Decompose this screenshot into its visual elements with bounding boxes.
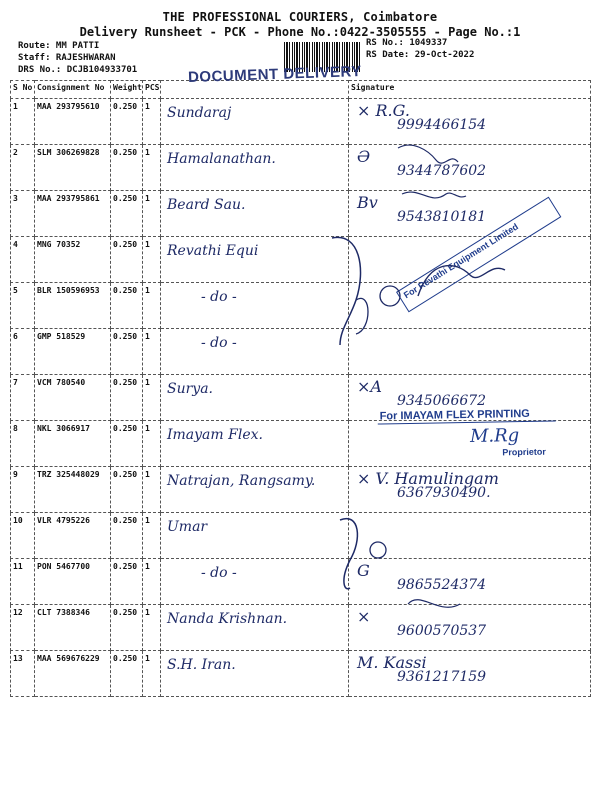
signature-mark: ×A [357,377,382,396]
row-signature [349,283,591,329]
row-receiver [161,99,349,145]
signature-phone: 9600570537 [397,623,487,639]
row-sno: 8 [11,421,35,467]
row-receiver [161,329,349,375]
row-signature [349,329,591,375]
row-weight: 0.250 [111,99,143,145]
receiver-handwriting: Hamalanathan. [167,151,276,167]
row-sno: 1 [11,99,35,145]
row-weight: 0.250 [111,559,143,605]
row-pcs: 1 [143,421,161,467]
row-sno: 12 [11,605,35,651]
row-pcs: 1 [143,559,161,605]
signature-phone: 9994466154 [397,117,487,133]
row-consignment: CLT 7388346 [35,605,111,651]
row-signature [349,467,591,513]
row-receiver [161,191,349,237]
table-row [11,329,591,375]
row-receiver [161,605,349,651]
imayam-stamp-role: Proprietor [502,446,546,458]
document-delivery-stamp: DOCUMENT DELIVERY [187,62,363,87]
col-consignment: Consignment No [35,81,111,99]
rs-date: RS Date: 29-Oct-2022 [366,50,475,60]
table-row [11,605,591,651]
imayam-stamp-signature: M.Rg [469,425,520,447]
rs-info [366,37,474,61]
receiver-handwriting: S.H. Iran. [167,657,236,673]
route-info [18,40,137,76]
row-sno: 3 [11,191,35,237]
table-row [11,145,591,191]
row-consignment: TRZ 325448029 [35,467,111,513]
col-sno: S No [11,81,35,99]
signature-mark: G [357,561,370,580]
signature-mark: Bv [357,193,378,212]
row-weight: 0.250 [111,375,143,421]
signature-mark: × V. Hamulingam [357,469,499,488]
row-sno: 10 [11,513,35,559]
route-label: Route: MM PATTI [18,41,100,51]
row-weight: 0.250 [111,145,143,191]
imayam-stamp [378,406,557,465]
row-receiver [161,145,349,191]
row-sno: 7 [11,375,35,421]
imayam-stamp-title: For IMAYAM FLEX PRINTING [378,406,556,424]
row-signature [349,559,591,605]
receiver-handwriting: - do - [201,335,237,351]
row-sno: 13 [11,651,35,697]
row-consignment: GMP 518529 [35,329,111,375]
receiver-handwriting: Surya. [167,381,214,397]
staff-label: Staff: RAJESHWARAN [18,53,116,63]
signature-mark: × [357,607,371,626]
row-sno: 5 [11,283,35,329]
signature-phone: 9543810181 [397,209,487,225]
drs-number: DRS No.: DCJB104933701 [18,65,138,75]
row-weight: 0.250 [111,237,143,283]
revathi-stamp-text: For Revathi Equipment Limited [401,221,520,301]
signature-phone: 9345066672 [397,393,487,409]
row-weight: 0.250 [111,605,143,651]
row-pcs: 1 [143,237,161,283]
row-sno: 4 [11,237,35,283]
row-pcs: 1 [143,651,161,697]
row-weight: 0.250 [111,329,143,375]
row-pcs: 1 [143,191,161,237]
row-consignment: MNG 70352 [35,237,111,283]
row-weight: 0.250 [111,467,143,513]
row-receiver [161,651,349,697]
row-consignment: VLR 4795226 [35,513,111,559]
row-consignment: VCM 780540 [35,375,111,421]
receiver-handwriting: Sundaraj [167,105,232,121]
row-sno: 6 [11,329,35,375]
table-row [11,559,591,605]
row-consignment: SLM 306269828 [35,145,111,191]
signature-mark: M. Kassi [357,653,427,672]
row-consignment: NKL 3066917 [35,421,111,467]
row-consignment: BLR 150596953 [35,283,111,329]
row-weight: 0.250 [111,191,143,237]
row-pcs: 1 [143,283,161,329]
row-pcs: 1 [143,329,161,375]
table-row [11,513,591,559]
table-header-row [11,81,591,99]
row-signature [349,513,591,559]
receiver-handwriting: Nanda Krishnan. [167,611,288,627]
receiver-handwriting: Beard Sau. [167,197,246,213]
row-receiver [161,375,349,421]
row-pcs: 1 [143,375,161,421]
rs-number: RS No.: 1049337 [366,38,448,48]
row-pcs: 1 [143,145,161,191]
row-consignment: MAA 293795861 [35,191,111,237]
signature-phone: 9344787602 [397,163,487,179]
row-signature [349,605,591,651]
row-consignment: PON 5467700 [35,559,111,605]
row-signature [349,99,591,145]
table-row [11,283,591,329]
runsheet-table [10,80,591,697]
row-pcs: 1 [143,605,161,651]
row-pcs: 1 [143,467,161,513]
receiver-handwriting: - do - [201,565,237,581]
company-title: THE PROFESSIONAL COURIERS, Coimbatore [162,10,438,24]
row-receiver [161,559,349,605]
signature-phone: 6367930490. [397,485,491,501]
runsheet-subtitle: Delivery Runsheet - PCK - Phone No.:0422-3505555 - Page No.:1 [79,25,521,39]
row-weight: 0.250 [111,513,143,559]
row-weight: 0.250 [111,651,143,697]
signature-phone: 9361217159 [397,669,487,685]
row-consignment: MAA 569676229 [35,651,111,697]
signature-phone: 9865524374 [397,577,487,593]
receiver-handwriting: Revathi Equi [167,243,259,259]
row-receiver [161,283,349,329]
signature-mark: × R.G. [357,101,410,120]
row-weight: 0.250 [111,283,143,329]
receiver-handwriting: Imayam Flex. [167,427,263,443]
row-receiver [161,237,349,283]
row-signature [349,651,591,697]
row-receiver [161,467,349,513]
row-consignment: MAA 293795610 [35,99,111,145]
table-row [11,651,591,697]
col-signature: Signature [349,81,591,99]
receiver-handwriting: Natrajan, Rangsamy. [167,473,316,489]
receiver-handwriting: Umar [167,519,208,535]
row-receiver [161,513,349,559]
signature-mark: Ə [357,147,371,166]
col-pcs: PCS [143,81,161,99]
row-pcs: 1 [143,513,161,559]
row-sno: 2 [11,145,35,191]
row-weight: 0.250 [111,421,143,467]
table-row [11,99,591,145]
row-receiver [161,421,349,467]
receiver-handwriting: - do - [201,289,237,305]
row-sno: 9 [11,467,35,513]
col-weight: Weight [111,81,143,99]
row-sno: 11 [11,559,35,605]
table-row [11,467,591,513]
row-pcs: 1 [143,99,161,145]
row-signature [349,145,591,191]
